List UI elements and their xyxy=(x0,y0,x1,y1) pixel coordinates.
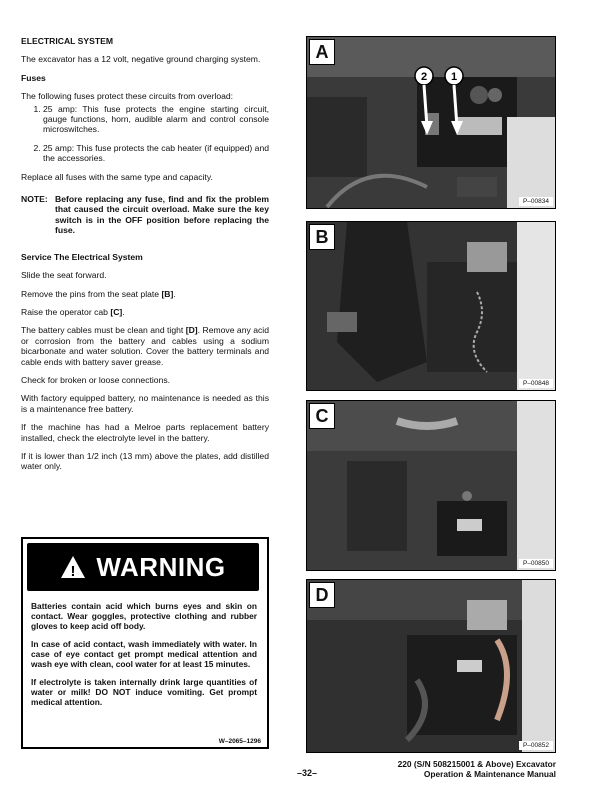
figure-b-letter: B xyxy=(309,224,335,250)
callout-label-1: 1 xyxy=(450,71,458,83)
step-remove-pins-end: . xyxy=(173,288,176,299)
check-connections-text: Check for broken or loose connections. xyxy=(21,374,171,385)
intro-paragraph: The excavator has a 12 volt, negative ground charging system. xyxy=(21,54,261,65)
manual-title-line-1: 220 (S/N 508215001 & Above) Excavator xyxy=(397,759,556,769)
manual-title xyxy=(398,759,556,779)
figure-c xyxy=(306,400,556,571)
melroe-battery-text: If the machine has had a Melroe parts replacement battery installed, check the electrolyte level in the battery. xyxy=(21,422,269,443)
manual-title-line-2: Operation & Maintenance Manual xyxy=(423,769,556,779)
arrow-head-2 xyxy=(421,121,433,135)
warning-header xyxy=(27,543,259,591)
section-title: ELECTRICAL SYSTEM xyxy=(21,36,113,46)
electrolyte-level-text: If it is lower than 1/2 inch (13 mm) above the plates, add distilled water only. xyxy=(21,450,269,472)
step-remove-pins xyxy=(21,289,269,299)
figure-ref-c: [C] xyxy=(110,306,123,317)
step-raise-cab xyxy=(21,307,269,317)
callout-arrows xyxy=(407,65,477,137)
figure-ref-d: [D] xyxy=(185,325,198,336)
seat-plate-photo xyxy=(307,222,556,391)
figure-b-code: P–00848 xyxy=(519,379,553,388)
warning-triangle-icon xyxy=(60,555,86,579)
battery-cables-paragraph xyxy=(21,325,269,367)
figure-c-letter: C xyxy=(309,403,335,429)
text-column xyxy=(21,36,269,480)
battery-cables-text: The battery cables must be clean and tight xyxy=(21,325,186,336)
figure-a-letter: A xyxy=(309,39,335,65)
raised-cab-photo xyxy=(307,401,556,571)
figure-d-letter: D xyxy=(309,582,335,608)
fuse-list xyxy=(21,104,269,164)
page-number: –32– xyxy=(297,768,318,778)
step-raise-cab-end: . xyxy=(122,306,125,317)
warning-symbol: ! xyxy=(70,563,76,579)
warning-para-3: If electrolyte is taken internally drink large quantities of water or milk! DO NOT induce vomiting. Get prompt medical attention. xyxy=(31,677,257,707)
factory-battery-text: With factory equipped battery, no maintenance is needed as this is a maintenance free battery. xyxy=(21,393,269,414)
callout-label-2: 2 xyxy=(420,71,428,83)
battery-photo xyxy=(307,580,556,753)
step-raise-cab-text: Raise the operator cab xyxy=(21,306,111,317)
note-label: NOTE: xyxy=(21,194,48,205)
figure-c-code: P–00850 xyxy=(519,559,553,568)
warning-body xyxy=(31,601,257,715)
arrow-head-1 xyxy=(451,121,463,135)
replace-fuses-text: Replace all fuses with the same type and capacity. xyxy=(21,171,213,182)
figure-d xyxy=(306,579,556,753)
fuses-heading: Fuses xyxy=(21,72,46,83)
note-text: Before replacing any fuse, find and fix the problem that caused the circuit overload. Make sure the key switch is in the OFF position before replacing the fuse. xyxy=(55,194,269,236)
warning-para-1: Batteries contain acid which burns eyes and skin on contact. Wear goggles, protective clothing and rubber gloves to keep acid off body. xyxy=(31,601,257,631)
battery-cables-text-end: . Remove any acid or corrosion from the battery and cables using a sodium bicarbonate and water solution. Cover the battery terminals and cable ends with battery saver grease. xyxy=(21,325,269,367)
warning-para-2: In case of acid contact, wash immediately with water. In case of eye contact get prompt medical attention and wash eye with clean, cool water for at least 15 minutes. xyxy=(31,639,257,669)
figure-a xyxy=(306,36,556,209)
note-block xyxy=(21,194,269,236)
figure-b xyxy=(306,221,556,391)
fuses-intro: The following fuses protect these circuits from overload: xyxy=(21,91,234,102)
warning-box xyxy=(21,537,269,749)
figure-d-code: P–00852 xyxy=(519,741,553,750)
fuse-item-1: 1. 25 amp: This fuse protects the engine starting circuit, gauge functions, horn, audible alarm and control console microswitches. xyxy=(43,104,269,135)
warning-code: W–2065–1296 xyxy=(218,738,261,745)
step-slide-seat: Slide the seat forward. xyxy=(21,270,107,281)
fuse-item-2: 2. 25 amp: This fuse protects the cab heater (if equipped) and the accessories. xyxy=(43,143,269,164)
service-heading: Service The Electrical System xyxy=(21,251,143,262)
figure-ref-b: [B] xyxy=(161,288,174,299)
warning-title: WARNING xyxy=(96,551,226,582)
step-remove-pins-text: Remove the pins from the seat plate xyxy=(21,288,162,299)
figure-a-code: P–00834 xyxy=(519,197,553,206)
